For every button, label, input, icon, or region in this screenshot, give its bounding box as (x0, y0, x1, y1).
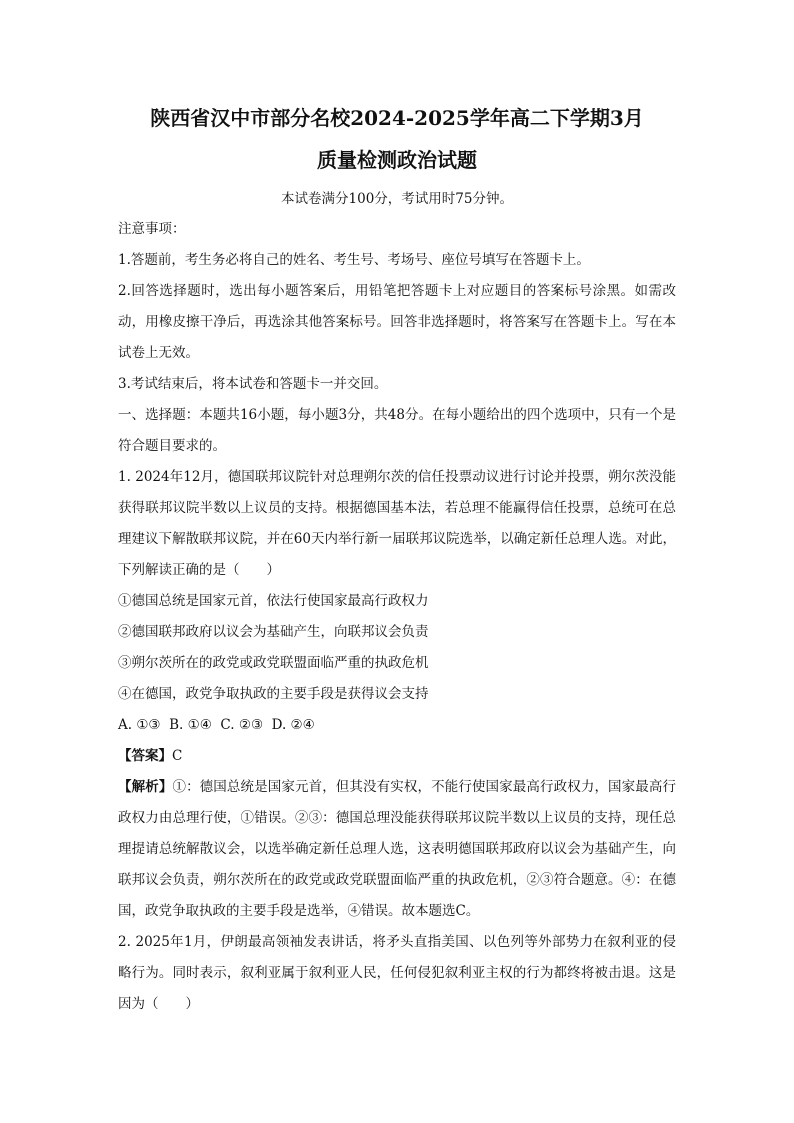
exam-info: 本试卷满分100分，考试用时75分钟。 (281, 191, 513, 207)
question-1-choices: A. ①③ B. ①④ C. ②③ D. ②④ (118, 717, 315, 733)
answer-value: C (172, 748, 183, 764)
note-item-1: 1.答题前，考生务必将自己的姓名、考生号、考场号、座位号填写在答题卡上。 (118, 252, 590, 268)
question-1-analysis (118, 772, 676, 927)
document-title-line1: 陕西省汉中市部分名校2024-2025学年高二下学期3月 (150, 106, 644, 130)
question-1-statement-3: ③朔尔茨所在的政党或政党联盟面临严重的执政危机 (118, 655, 429, 671)
answer-label: 【答案】 (118, 748, 172, 764)
question-1-statement-1: ①德国总统是国家元首，依法行使国家最高行政权力 (118, 593, 429, 609)
question-2-stem: 2. 2025年1月，伊朗最高领袖发表讲话，将矛头直指美国、以色列等外部势力在叙利亚的侵略行为。同时表示，叙利亚属于叙利亚人民，任何侵犯叙利亚主权的行为都终将被击退。这是因为（ ） (118, 934, 676, 1012)
question-1-answer (118, 741, 676, 772)
notes-heading: 注意事项： (118, 221, 186, 237)
question-1-stem: 1. 2024年12月，德国联邦议院针对总理朔尔茨的信任投票动议进行讨论并投票，朔尔茨没能获得联邦议院半数以上议员的支持。根据德国基本法，若总理不能赢得信任投票，总统可在总理建议下解散联邦议院，并在60天内举行新一届联邦议院选举，以确定新任总理人选。对此，下列解读正确的是（ ） (118, 469, 676, 578)
analysis-label: 【解析】 (118, 779, 173, 795)
note-item-3: 3.考试结束后，将本试卷和答题卡一并交回。 (118, 376, 388, 392)
note-item-2: 2.回答选择题时，选出每小题答案后，用铅笔把答题卡上对应题目的答案标号涂黑。如需改动，用橡皮擦干净后，再选涂其他答案标号。回答非选择题时，将答案写在答题卡上。写在本试卷上无效。 (118, 283, 676, 361)
document-title-line2: 质量检测政治试题 (317, 148, 477, 172)
question-1-statement-2: ②德国联邦政府以议会为基础产生，向联邦议会负责 (118, 624, 429, 640)
section-heading: 一、选择题：本题共16小题，每小题3分，共48分。在每小题给出的四个选项中，只有一个是符合题目要求的。 (118, 407, 676, 454)
question-1-statement-4: ④在德国，政党争取执政的主要手段是获得议会支持 (118, 686, 429, 702)
analysis-text: ①：德国总统是国家元首，但其没有实权，不能行使国家最高行政权力，国家最高行政权力由总理行使，①错误。②③：德国总理没能获得联邦议院半数以上议员的支持，现任总理提请总统解散议会，以选举确定新任总理人选，这表明德国联邦政府以议会为基础产生，向联邦议会负责，朔尔茨所在的政党或政党联盟面临严重的执政危机，②③符合题意。④：在德国，政党争取执政的主要手段是选举，④错误。故本题选C。 (118, 779, 677, 919)
